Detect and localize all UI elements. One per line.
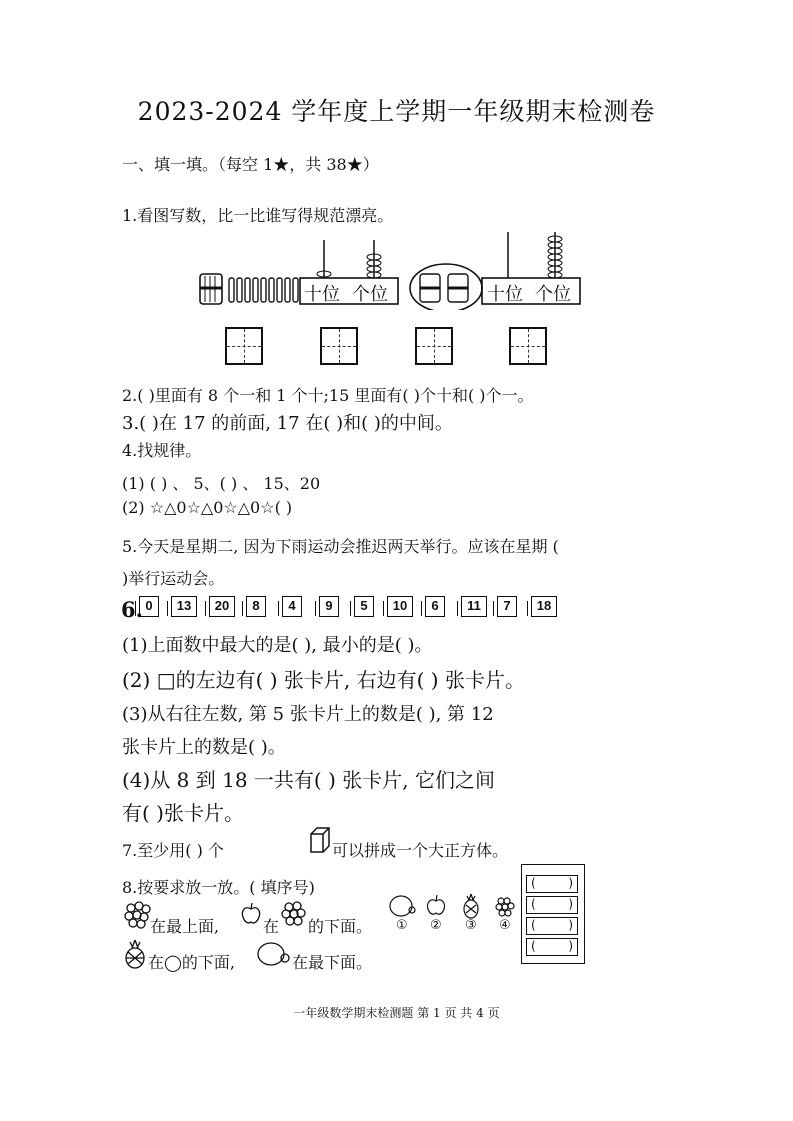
question-7-post: 可以拼成一个大正方体。 [332, 841, 509, 860]
question-5-line-2: )举行运动会。 [122, 569, 225, 588]
question-6-sub-1: (1)上面数中最大的是( ), 最小的是( )。 [122, 635, 433, 656]
place-label-ones-2: 个位 [535, 284, 571, 305]
fruit-number-4: ④ [499, 918, 511, 933]
number-card-10: 11 [461, 596, 487, 617]
question-2: 2.( )里面有 8 个一和 1 个十;15 里面有( )个十和( )个一。 [122, 386, 534, 405]
fruit-number-3: ③ [465, 918, 477, 933]
question-4-part-1: (1) ( ) 、 5、( ) 、 15、20 [122, 474, 321, 493]
question-6-sub-2: (2) □的左边有( ) 张卡片, 右边有( ) 张卡片。 [122, 668, 525, 692]
page-title: 2023-2024 学年度上学期一年级期末检测卷 [137, 97, 656, 126]
shelf-cabinet [521, 864, 585, 964]
question-6-sub-3b: 张卡片上的数是( )。 [122, 737, 286, 758]
circled-bundles-icon [410, 264, 482, 310]
number-card-8: 10 [387, 596, 413, 617]
question-4-text: 4.找规律。 [122, 441, 202, 460]
pineapple-icon [122, 938, 148, 970]
place-label-ones-1: 个位 [352, 284, 388, 305]
number-card-4: 8 [246, 596, 266, 617]
writing-box-1[interactable] [225, 327, 263, 365]
number-card-9: 6 [425, 596, 445, 617]
grapes-icon-small [280, 898, 308, 928]
watermelon-small-icon [390, 896, 412, 916]
question-8-line-1b: 在 [263, 917, 280, 936]
question-6-sub-3a: (3)从右往左数, 第 5 张卡片上的数是( ), 第 12 [122, 704, 494, 725]
shelf-slot-1[interactable]: ( ) [526, 875, 578, 893]
question-1-text: 1.看图写数，比一比谁写得规范漂亮。 [122, 206, 394, 225]
cube-icon [309, 826, 331, 854]
question-8-line-1a: 在最上面, [150, 917, 220, 936]
number-card-7: 5 [354, 596, 374, 617]
question-4-part-2: (2) ☆△0☆△0☆△0☆( ) [122, 498, 293, 517]
section-heading: 一、填一填。（每空 1★，共 38★） [122, 155, 379, 174]
place-label-tens-1: 十位 [304, 284, 340, 305]
place-label-tens-2: 十位 [487, 284, 523, 305]
apple-icon [240, 902, 262, 926]
writing-box-4[interactable] [509, 327, 547, 365]
question-8-line-2b: 在最下面。 [292, 953, 373, 972]
number-card-6: 9 [319, 596, 339, 617]
question-6-number: 6. [121, 597, 143, 622]
question-3: 3.( )在 17 的前面, 17 在( )和( )的中间。 [122, 413, 453, 434]
page-footer: 一年级数学期末检测题 第 1 页 共 4 页 [293, 1006, 500, 1020]
number-card-2: 13 [171, 596, 197, 617]
fruit-number-1: ① [396, 918, 408, 933]
shelf-slot-3[interactable]: ( ) [526, 917, 578, 935]
shelf-slot-2[interactable]: ( ) [526, 896, 578, 914]
stick-bundle-icon [200, 274, 222, 304]
grapes-icon [122, 898, 152, 930]
number-card-3: 20 [209, 596, 235, 617]
number-card-1: 0 [139, 596, 159, 617]
number-card-5: 4 [282, 596, 302, 617]
fruit-number-2: ② [430, 918, 442, 933]
number-card-11: 7 [497, 596, 517, 617]
question-6-sub-4a: (4)从 8 到 18 一共有( ) 张卡片, 它们之间 [122, 768, 495, 792]
shelf-slot-4[interactable]: ( ) [526, 938, 578, 956]
question-5-line-1: 5.今天是星期二, 因为下雨运动会推迟两天举行。应该在星期 ( [122, 537, 559, 556]
question-7-pre: 7.至少用( ) 个 [122, 841, 224, 860]
single-sticks-icon [229, 278, 298, 302]
writing-box-2[interactable] [320, 327, 358, 365]
apple-small-icon [427, 895, 444, 914]
question-8-line-1c: 的下面。 [308, 917, 373, 936]
question-8-line-2a: 在◯的下面, [148, 953, 235, 972]
watermelon-icon [256, 940, 292, 968]
question-8-text: 8.按要求放一放。( 填序号) [122, 878, 315, 897]
question-6-sub-4b: 有( )张卡片。 [122, 801, 244, 825]
number-card-12: 18 [531, 596, 557, 617]
writing-box-3[interactable] [415, 327, 453, 365]
